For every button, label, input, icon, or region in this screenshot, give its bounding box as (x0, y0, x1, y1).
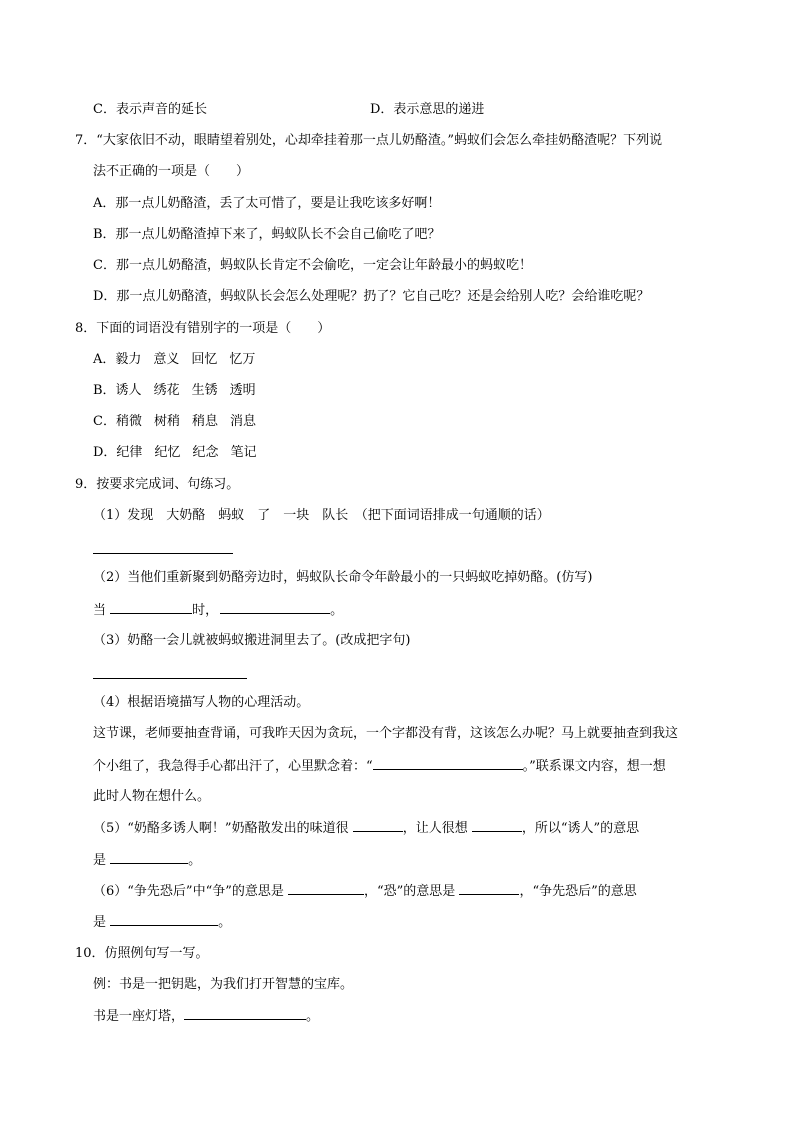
q10-stem: 10．仿照例句写一写。 (75, 946, 209, 961)
q8-stem: 8．下面的词语没有错别字的一项是（ ） (75, 321, 331, 336)
q9-part2-end: 。 (330, 603, 344, 618)
q9-part2: （2）当他们重新聚到奶酪旁边时，蚂蚁队长命令年龄最小的一只蚂蚁吃掉奶酪。(仿写) (93, 570, 593, 585)
q9-part5-blank2[interactable] (472, 819, 522, 832)
q9-part6-a: （6）“争先恐后”中“争”的意思是 (93, 884, 284, 899)
q8-b-word2: 绣花 (153, 383, 180, 398)
q9-part5-blank1[interactable] (353, 819, 403, 832)
q8-a-word1: A．毅力 (93, 352, 142, 367)
q8-a-word4: 忆万 (229, 352, 256, 367)
q9-part6-blank1[interactable] (288, 882, 364, 895)
q9-part4-line2b: 。”联系课文内容，想一想 (522, 759, 666, 774)
q8-d-word2: 纪忆 (154, 445, 181, 460)
q8-b-word4: 透明 (229, 383, 256, 398)
q9-part2-blank2[interactable] (220, 601, 330, 614)
q9-part6-end: 。 (218, 915, 232, 930)
q9-part6-b: ，“恐”的意思是 (364, 884, 456, 899)
q9-part2-shi: 时， (192, 603, 219, 618)
q8-option-a (93, 351, 255, 369)
q8-option-c (93, 413, 256, 431)
q9-part6-c: ，“争先恐后”的意思 (519, 884, 637, 899)
q9-part4-line2 (93, 757, 666, 776)
q9-part5-blank3[interactable] (110, 851, 188, 864)
q8-a-word3: 回忆 (191, 352, 218, 367)
q8-c-word4: 消息 (229, 414, 256, 429)
q9-part6-blank2[interactable] (459, 882, 519, 895)
q9-part4-line3: 此时人物在想什么。 (93, 789, 211, 804)
q7-option-a: A．那一点儿奶酪渣，丢了太可惜了，要是让我吃该多好啊！ (93, 196, 441, 211)
q9-part5-line1 (93, 819, 639, 838)
q10-task-a: 书是一座灯塔， (93, 1009, 185, 1024)
q9-part6-line1 (93, 882, 637, 901)
q9-part6-line2 (93, 913, 231, 932)
q10-task (93, 1007, 319, 1026)
q9-part4-blank[interactable] (373, 757, 523, 770)
q9-part2-when: 当 (93, 603, 107, 618)
q8-d-word1: D．纪律 (93, 445, 143, 460)
q9-part5-b: ，让人很想 (402, 821, 468, 836)
q8-b-word1: B．诱人 (93, 383, 142, 398)
q9-part5-c: ，所以“诱人”的意思 (521, 821, 640, 836)
q9-part3: （3）奶酪一会儿就被蚂蚁搬进洞里去了。(改成把字句) (93, 633, 411, 648)
q8-c-word2: 树稍 (153, 414, 180, 429)
q10-example: 例：书是一把钥匙，为我们打开智慧的宝库。 (93, 977, 354, 992)
q8-b-word3: 生锈 (191, 383, 218, 398)
q9-part4-line1: 这节课，老师要抽查背诵，可我昨天因为贪玩，一个字都没有背，这该怎么办呢？马上就要抽查到我这 (93, 726, 679, 741)
q9-part4-line2a: 个小组了，我急得手心都出汗了，心里默念着：“ (93, 759, 373, 774)
q10-task-blank[interactable] (184, 1007, 306, 1020)
q9-part5-line2 (93, 851, 201, 870)
q9-part5-end: 。 (188, 853, 202, 868)
q6-option-d: D．表示意思的递进 (370, 102, 485, 117)
q9-part5-a: （5）“奶酪多诱人啊！”奶酪散发出的味道很 (93, 821, 349, 836)
q10-task-end: 。 (306, 1009, 320, 1024)
q7-option-b: B．那一点儿奶酪渣掉下来了，蚂蚁队长不会自己偷吃了吧？ (93, 227, 441, 242)
q8-option-b (93, 382, 256, 400)
q9-part4: （4）根据语境描写人物的心理活动。 (93, 695, 310, 710)
q7-option-c: C．那一点儿奶酪渣，蚂蚁队长肯定不会偷吃，一定会让年龄最小的蚂蚁吃！ (93, 258, 532, 273)
q7-option-d: D．那一点儿奶酪渣，蚂蚁队长会怎么处理呢？扔了？它自己吃？还是会给别人吃？会给谁吃呢？ (93, 289, 650, 304)
q8-d-word4: 笔记 (230, 445, 257, 460)
q9-part1: （1）发现 大奶酪 蚂蚁 了 一块 队长 （把下面词语排成一句通顺的话） (93, 508, 550, 523)
q9-part2-fill (93, 601, 343, 620)
q9-part2-blank1[interactable] (110, 601, 192, 614)
q8-c-word3: 稍息 (191, 414, 218, 429)
q9-part3-answer-line[interactable] (93, 678, 247, 679)
q9-stem: 9．按要求完成词、句练习。 (75, 477, 240, 492)
q7-stem-line1: 7．“大家依旧不动，眼睛望着别处，心却牵挂着那一点儿奶酪渣。”蚂蚁们会怎么牵挂奶酪渣呢？下列说 (75, 133, 663, 148)
q8-c-word1: C．稍微 (93, 414, 142, 429)
q8-a-word2: 意义 (153, 352, 180, 367)
q8-d-word3: 纪念 (192, 445, 219, 460)
q9-part6-d: 是 (93, 915, 107, 930)
q9-part5-d: 是 (93, 853, 107, 868)
q6-option-c: C．表示声音的延长 (93, 102, 207, 117)
q7-stem-line2: 法不正确的一项是（ ） (93, 164, 250, 179)
q9-part1-answer-line[interactable] (93, 553, 233, 554)
q9-part6-blank3[interactable] (110, 913, 218, 926)
q8-option-d (93, 444, 256, 462)
